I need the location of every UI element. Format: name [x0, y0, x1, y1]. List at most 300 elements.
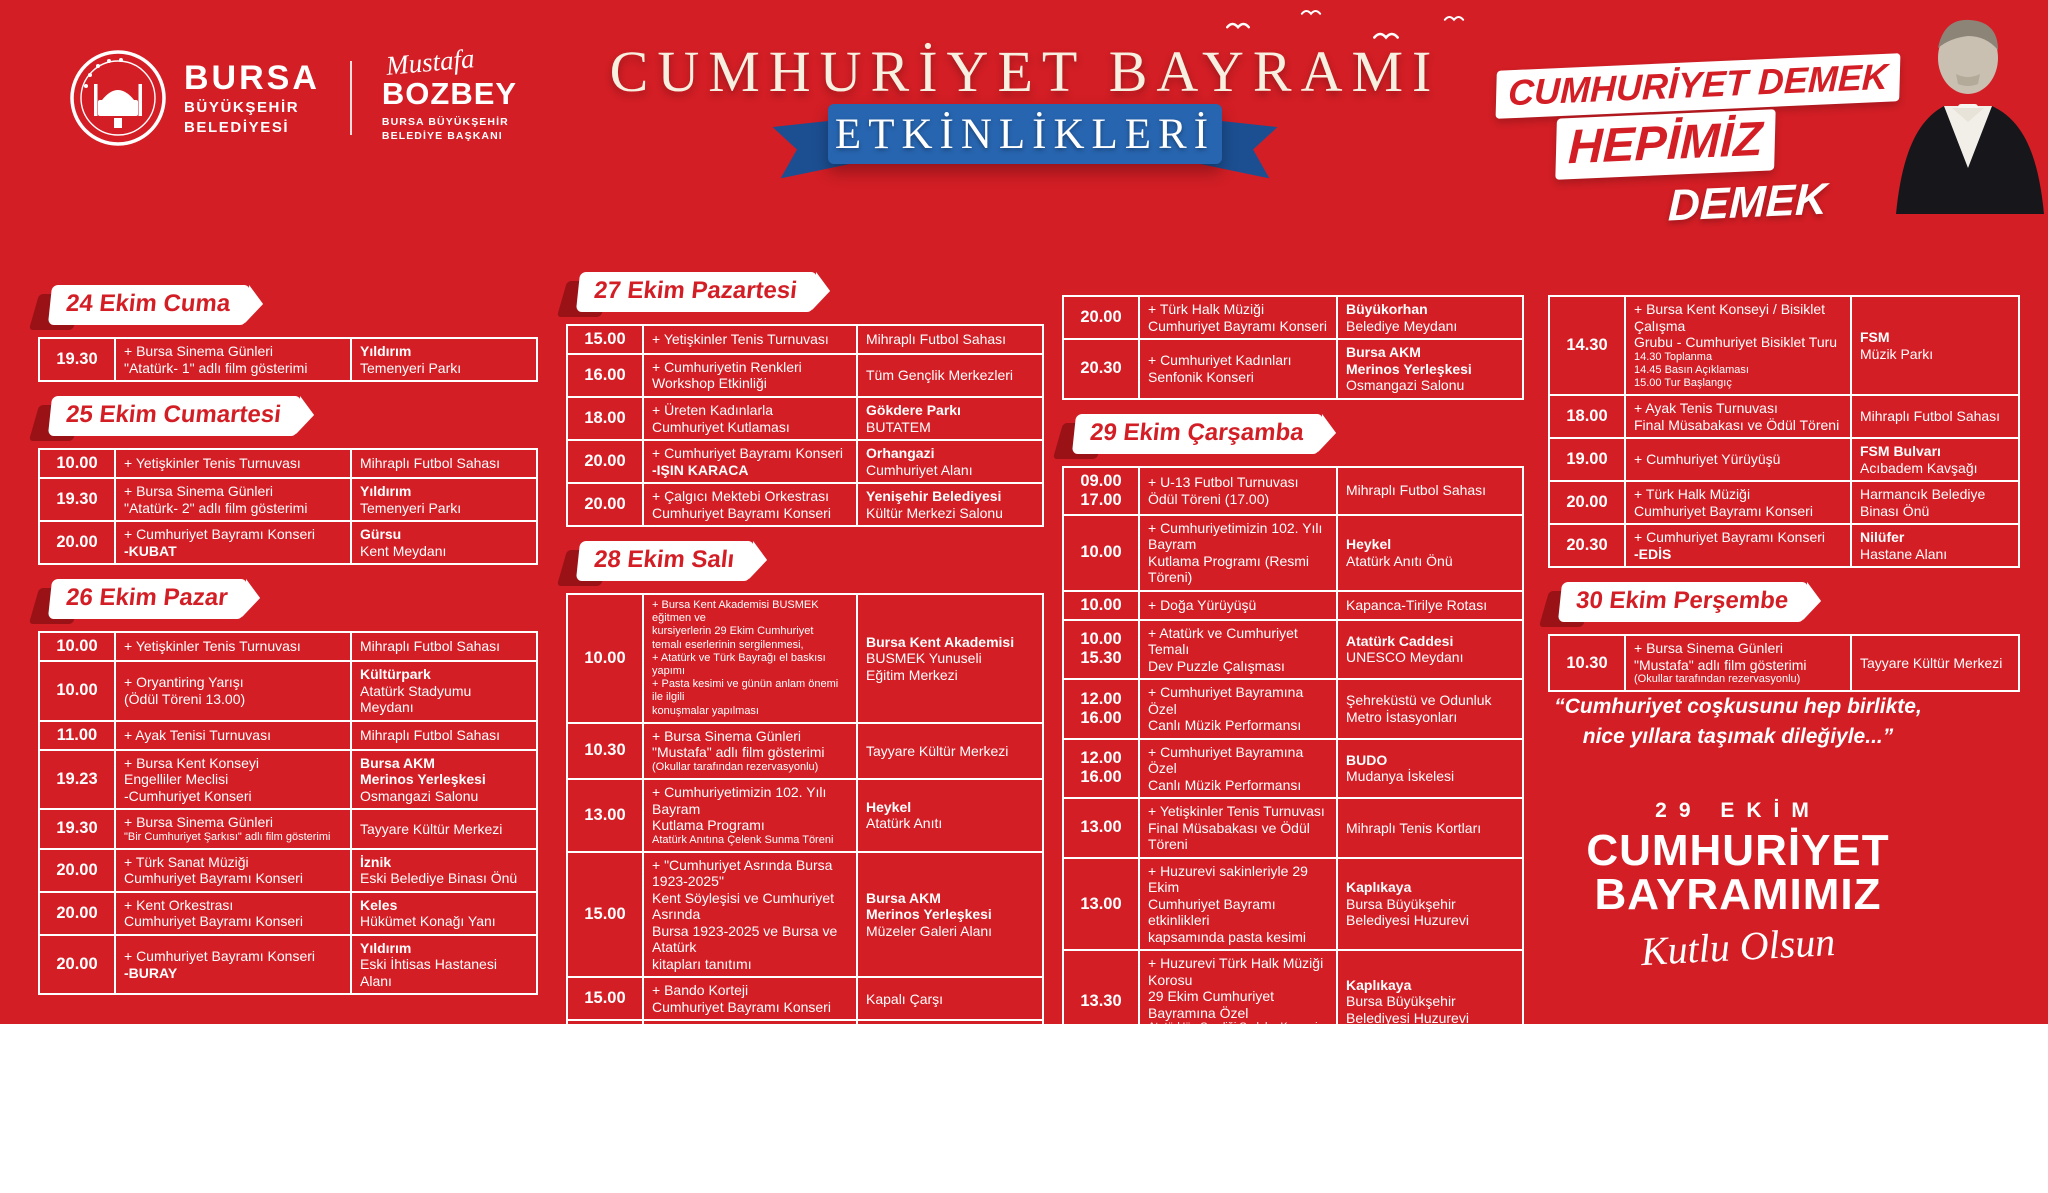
event-text-line: Cumhuriyet Bayramı etkinlikleri — [1148, 895, 1276, 929]
closing-big-line2: BAYRAMIMIZ — [1594, 870, 1882, 919]
event-location-line: Eski İhtisas Hastanesi Alanı — [360, 956, 497, 989]
event-text-line: Kutlama Programı — [652, 817, 765, 834]
day-header-bubble — [48, 396, 301, 436]
event-location — [857, 1020, 1043, 1063]
event-row — [39, 521, 537, 564]
event-time — [567, 1063, 643, 1092]
event-description — [1625, 438, 1851, 481]
event-text-line: + Huzurevi Türk Halk Müziği Korosu — [1148, 955, 1324, 988]
event-location — [857, 594, 1043, 723]
event-location — [857, 852, 1043, 978]
event-time — [39, 632, 115, 661]
event-location — [857, 1063, 1043, 1092]
event-time-value: 15.00 — [584, 1068, 626, 1087]
event-location — [1337, 739, 1523, 799]
day-section — [566, 541, 1044, 1179]
bird-icon — [1443, 12, 1465, 22]
event-row — [567, 977, 1043, 1020]
event-text-line: 15.00 Tur Başlangıç — [1634, 376, 1732, 389]
event-location-line: Temenyeri Parkı — [360, 499, 462, 516]
day-section — [1062, 414, 1524, 1163]
event-description — [1625, 395, 1851, 438]
day-title: 28 Ekim Salı — [592, 546, 736, 574]
event-text-line: (Ödül Töreni 13.00) — [124, 690, 246, 707]
event-row — [39, 750, 537, 810]
event-time — [39, 849, 115, 892]
event-time-value: 19.30 — [56, 490, 98, 509]
bird-icon — [1300, 6, 1322, 16]
event-time-value: 17.00 — [1080, 490, 1122, 509]
event-time — [1063, 296, 1139, 339]
event-location — [857, 977, 1043, 1020]
event-text-line: + Türk Sanat Müziği — [124, 853, 249, 870]
event-text-line: + Bursa Sinema Günleri — [1634, 640, 1784, 657]
event-time — [39, 892, 115, 935]
event-location-line: Temenyeri Parkı — [360, 359, 462, 376]
event-text-line: (Okullar tarafından rezervasyonlu) — [1634, 673, 1801, 686]
event-location-line: FSM Bulvarı — [1860, 443, 1941, 460]
event-text-line: + Huzurevi Sakinleriyle 29 Ekim temalı — [1148, 1057, 1311, 1091]
event-description — [1139, 950, 1337, 1052]
event-text-line: + Yetişkinler Tenis Turnuvası — [124, 455, 301, 472]
event-location — [351, 661, 537, 721]
event-time-value: 16.00 — [1080, 768, 1122, 787]
event-location-line: Mihraplı Futbol Sahası — [866, 1069, 1007, 1086]
event-time-value: 10.00 — [56, 454, 98, 473]
event-text-line: atölye çalışmaları — [1148, 1090, 1257, 1107]
event-text-line: + Rotaract Kulübü Üyelerinin Cumhuriyetin — [1148, 1107, 1327, 1140]
event-time-value: 20.00 — [56, 955, 98, 974]
day-header-bubble — [48, 285, 250, 325]
event-row — [39, 338, 537, 381]
event-time-value: 20.00 — [56, 903, 98, 922]
event-time-value: 11.00 — [56, 725, 98, 744]
event-time — [1063, 679, 1139, 739]
event-time — [1549, 481, 1625, 524]
event-time-value: 20.00 — [1080, 308, 1122, 327]
event-location-line: Yıldırım — [360, 343, 412, 359]
event-row — [1063, 339, 1523, 399]
event-text-line: + Yetişkinler Tenis Turnuvası — [652, 331, 829, 348]
event-time-value: 16.00 — [1080, 708, 1122, 727]
event-row — [39, 721, 537, 750]
event-description — [1625, 635, 1851, 691]
event-description — [1139, 858, 1337, 951]
event-location-line: Kaplıkaya — [1346, 976, 1412, 993]
event-time-value: 10.00 — [584, 648, 626, 667]
event-text-line: Cumhuriyet Bayramı Konseri — [1148, 317, 1327, 334]
event-location-line: Harmancık Belediye — [1860, 486, 1986, 503]
event-description — [115, 478, 351, 521]
event-row — [39, 632, 537, 661]
event-row — [567, 325, 1043, 354]
mayor-last-name: BOZBEY — [381, 75, 518, 111]
event-time-value: 19.30 — [56, 350, 98, 369]
event-time — [567, 440, 643, 483]
event-location-line: Kültürpark — [360, 666, 431, 683]
event-text-line: + Yetişkinler Tenis Turnuvası — [1148, 803, 1325, 820]
event-text-line: "Mustafa" adlı film gösterimi — [1634, 656, 1807, 673]
day-header — [570, 272, 1044, 314]
event-time — [1549, 395, 1625, 438]
event-time — [567, 1092, 643, 1135]
event-location-line: BUSMEK Yunuseli — [866, 650, 982, 667]
event-location-line: Bursa AKM — [866, 889, 941, 906]
event-time — [1063, 591, 1139, 620]
closing-quote-line2: nice yıllara taşımak dileğiyle...” — [1582, 725, 1894, 749]
event-location-line: Yıldırım — [360, 939, 412, 956]
event-text-line: Final Müsabakası ve Ödül Töreni — [1634, 416, 1840, 433]
event-location-line: Bursa Kent Akademisi — [866, 633, 1015, 650]
event-text-line: + Türk Halk Müziği — [1148, 301, 1265, 317]
event-text-line: + U-13 Futbol Turnuvası — [1148, 474, 1299, 491]
event-description — [643, 779, 857, 852]
event-location-line: Acıbadem Kavşağı — [1860, 459, 1978, 476]
event-time — [567, 1020, 643, 1063]
event-time — [1063, 515, 1139, 591]
event-time — [1063, 1053, 1139, 1162]
day-header-bubble — [1072, 414, 1324, 454]
event-row — [39, 661, 537, 721]
event-text-line: Cumhuriyet Bayramı Konseri — [652, 504, 831, 521]
event-text-line: + Cumhuriyet Kadınları — [1148, 352, 1292, 369]
event-text-line: Ödül Töreni (17.00) — [1148, 490, 1270, 507]
event-location — [351, 721, 537, 750]
event-location-line: Kaplıkaya — [1346, 1082, 1412, 1099]
day-section — [1548, 295, 2020, 568]
event-row — [1549, 438, 2019, 481]
event-text-line: + Atatürk ve Cumhuriyet Temalı — [1148, 624, 1298, 658]
event-time — [567, 779, 643, 852]
event-location-line: Yıldırım — [360, 483, 412, 499]
event-row — [1063, 858, 1523, 951]
brand-divider — [350, 61, 352, 135]
event-location-line: Metro İstasyonları — [1346, 708, 1458, 725]
event-text-line: -BURAY — [124, 964, 178, 981]
event-time-value: 19.30 — [56, 819, 98, 838]
event-description — [1139, 339, 1337, 399]
event-time-value: 15.00 — [584, 905, 626, 924]
schedule-column-2 — [566, 272, 1044, 1193]
event-description — [1139, 679, 1337, 739]
event-description — [115, 449, 351, 478]
event-time-value: 14.30 — [1566, 336, 1608, 355]
schedule-column-1 — [38, 285, 538, 1009]
event-text-line: Cumhuriyet Bayramı Konseri — [124, 870, 303, 887]
event-location — [1337, 296, 1523, 339]
event-text-line: -EDİS — [1634, 545, 1672, 562]
event-row — [1063, 950, 1523, 1052]
event-text-line: + Bursa Kent Konseyi / Bisiklet Çalışma — [1634, 301, 1826, 334]
event-location — [857, 325, 1043, 354]
event-description — [115, 338, 351, 381]
event-description — [643, 483, 857, 526]
event-text-line: + Bursa Sinema Günleri — [124, 814, 274, 831]
event-location-line: Şehreküstü ve Odunluk — [1346, 692, 1492, 709]
event-description — [115, 892, 351, 935]
event-description — [1139, 591, 1337, 620]
event-row — [567, 1063, 1043, 1092]
event-time — [1063, 739, 1139, 799]
event-description — [643, 594, 857, 723]
day-header — [1552, 582, 2020, 624]
day-header-bubble — [1558, 582, 1808, 622]
event-location — [1337, 467, 1523, 515]
event-location-line: Müzeler Galeri Alanı — [866, 922, 993, 939]
brand-text — [184, 61, 320, 135]
event-text-line: Atatürk'ün Sevdiği Şarkılar Konseri — [1148, 1021, 1318, 1034]
event-location-line: İznik — [360, 853, 392, 870]
event-location — [351, 892, 537, 935]
event-row — [1063, 591, 1523, 620]
event-time-value: 17.00 — [584, 1147, 626, 1166]
event-text-line: + Pasta kesimi ve günün anlam önemi ile ilgili — [652, 678, 839, 704]
event-text-line: "Bir Cumhuriyet Şarkısı" adlı film gösterimi — [124, 830, 331, 843]
closing-date: 29 EKİM — [1655, 799, 1821, 822]
event-location-line: Mudanya İskelesi — [1346, 768, 1455, 785]
event-time — [567, 1135, 643, 1178]
event-description — [115, 809, 351, 849]
event-row — [567, 1020, 1043, 1063]
event-row — [567, 779, 1043, 852]
event-location-line: Hastane Alanı — [1860, 545, 1948, 562]
event-time-value: 20.00 — [56, 533, 98, 552]
day-header — [42, 396, 538, 438]
events-table — [566, 593, 1044, 1179]
event-row — [1063, 620, 1523, 680]
event-row — [567, 397, 1043, 440]
mayor-block — [381, 43, 518, 143]
event-location-line: Bursa AKM — [360, 754, 435, 771]
event-time-value: 19.00 — [1566, 450, 1608, 469]
event-description — [643, 723, 857, 779]
event-time — [39, 809, 115, 849]
event-location-line: Merinos Yerleşkesi — [360, 771, 486, 788]
event-location-line: Mihraplı Futbol Sahası — [866, 331, 1007, 348]
event-text-line: + Üreten Kadınlarla — [652, 402, 774, 418]
event-location-line: Kapanca-Tirilye Rotası — [1346, 596, 1488, 613]
event-text-line: "Atatürk- 2" adlı film gösterimi — [124, 499, 308, 516]
day-section — [1062, 295, 1524, 400]
event-location-line: Belediyesi Huzurevi — [1346, 1115, 1469, 1132]
day-header — [42, 285, 538, 327]
event-description — [643, 1135, 857, 1178]
event-location-line: Kapalı Çarşı — [866, 990, 944, 1007]
event-location — [1851, 481, 2019, 524]
event-row — [1549, 524, 2019, 567]
event-time — [567, 397, 643, 440]
event-location-line: Mihraplı Futbol Sahası — [360, 726, 501, 743]
event-location — [1851, 296, 2019, 395]
event-time — [39, 338, 115, 381]
event-text-line: Dev Puzzle Çalışması — [1148, 657, 1285, 674]
event-row — [1063, 467, 1523, 515]
event-text-line: + Bando Korteji — [652, 982, 749, 999]
event-location-line: Osmangazi Salonu — [360, 787, 479, 804]
day-title: 26 Ekim Pazar — [64, 584, 230, 612]
event-description — [115, 521, 351, 564]
day-section — [1548, 582, 2020, 692]
event-location-line: Atatürk Caddesi — [1346, 632, 1454, 649]
closing-big-line1: CUMHURİYET — [1586, 826, 1890, 875]
event-description — [115, 661, 351, 721]
event-location-line: Bursa Büyükşehir — [1346, 1099, 1456, 1116]
event-time — [567, 483, 643, 526]
event-row — [567, 852, 1043, 978]
event-location-line: Kaplıkaya — [1346, 879, 1412, 896]
event-time — [1549, 296, 1625, 395]
event-location-line: Bursa Büyükşehir — [1346, 895, 1456, 912]
event-time-value: 13.00 — [1080, 818, 1122, 837]
day-section — [38, 396, 538, 565]
events-table — [1062, 295, 1524, 400]
event-row — [1063, 1053, 1523, 1162]
event-time-value: 20.00 — [1566, 493, 1608, 512]
brand-sub-2: BELEDİYESİ — [184, 119, 290, 136]
event-text-line: Final Müsabakası ve Ödül Töreni — [1148, 819, 1310, 853]
slogan-line2: HEPİMİZ — [1555, 109, 1775, 180]
event-location-line: Nilüfer — [1860, 529, 1905, 546]
event-text-line: (Okullar tarafından rezervasyonlu) — [652, 760, 819, 773]
ribbon-banner — [828, 104, 1222, 164]
event-location — [1337, 1053, 1523, 1162]
event-location-line: Belediyesi Huzurevi — [1346, 1009, 1469, 1026]
event-row — [567, 440, 1043, 483]
event-text-line: + Bursa Kent Akademisi BUSMEK eğitmen ve — [652, 599, 819, 625]
event-description — [643, 354, 857, 397]
event-description — [1625, 524, 1851, 567]
event-row — [39, 478, 537, 521]
event-location-line: Cumhuriyet Alanı — [866, 461, 973, 478]
event-text-line: + Ayak Tenis Turnuvası — [1634, 400, 1778, 417]
event-location — [857, 1092, 1043, 1135]
event-location — [1337, 798, 1523, 858]
schedule-column-4 — [1548, 295, 2020, 706]
event-location-line: Atatürk Caddesi — [866, 1097, 974, 1114]
event-time — [1063, 798, 1139, 858]
event-time-value: 20.30 — [1080, 359, 1122, 378]
event-location-line: Eğitim Merkezi — [866, 666, 958, 683]
event-description — [115, 935, 351, 995]
event-time-value: 15.00 — [584, 989, 626, 1008]
day-title: 27 Ekim Pazartesi — [592, 277, 799, 304]
event-location — [1851, 635, 2019, 691]
event-location — [1851, 524, 2019, 567]
event-text-line: + Ayak Tenisi Turnuvası — [124, 726, 271, 743]
event-time-value: 18.00 — [1566, 407, 1608, 426]
event-text-line: Geceleme Etkinliği — [652, 1156, 768, 1173]
event-text-line: + Bursa Sinema Günleri — [124, 483, 274, 499]
event-text-line: + Cumhuriyet Bayramı Konseri — [652, 445, 844, 462]
event-time-value: 15.30 — [1080, 649, 1122, 668]
event-time — [567, 354, 643, 397]
day-header — [42, 579, 538, 621]
event-description — [643, 1092, 857, 1135]
event-row — [567, 723, 1043, 779]
brand-block — [68, 43, 518, 148]
ataturk-photo — [1852, 0, 2048, 214]
ribbon-title: ETKİNLİKLERİ — [834, 110, 1216, 158]
event-text-line: Atatürk Anıtına Çelenk Sunma Töreni — [652, 833, 834, 846]
events-table — [1062, 466, 1524, 1163]
event-location — [351, 521, 537, 564]
event-location-line: Tayyare Kültür Merkezi — [360, 820, 503, 837]
event-text-line: Bursa 1923-2025 ve Bursa ve Atatürk — [652, 922, 838, 956]
event-location — [1337, 591, 1523, 620]
event-location-line: Belediyesi Huzurevi — [1346, 912, 1469, 929]
event-location — [1337, 339, 1523, 399]
events-table — [1548, 634, 2020, 692]
event-location-line: Atatürk Stadyumu Meydanı — [360, 682, 472, 716]
event-location-line: Büyükorhan — [1346, 301, 1428, 317]
event-description — [1139, 296, 1337, 339]
event-text-line: Canlı Müzik Performansı — [1148, 717, 1302, 734]
event-time-value: 20.00 — [56, 860, 98, 879]
event-text-line: kapsamında pasta kesimi — [1148, 928, 1306, 945]
event-location-line: Belediye Meydanı — [1346, 317, 1458, 334]
event-location — [351, 632, 537, 661]
event-text-line: + Cumhuriyetimizin 102. Yılı Bayram — [1148, 519, 1323, 553]
event-time-value: 10.00 — [1080, 630, 1122, 649]
event-location — [857, 440, 1043, 483]
event-text-line: + Huzurevi sakinleriyle 29 Ekim — [1148, 862, 1308, 896]
event-location-line: Mihraplı Futbol Sahası — [1860, 408, 2001, 425]
event-time — [567, 594, 643, 723]
event-text-line: + Oryantiring Yarışı — [124, 674, 244, 691]
bird-icon — [1372, 28, 1400, 40]
event-text-line: + Vals Gösterisi — [652, 1033, 750, 1050]
event-location — [351, 338, 537, 381]
event-location — [1851, 438, 2019, 481]
event-text-line: (Şef Kemal KAMALI) — [1148, 1034, 1250, 1047]
event-location-line: Keles — [360, 896, 398, 913]
event-location-line: Heykel — [1346, 536, 1392, 553]
event-location — [857, 483, 1043, 526]
event-time — [39, 449, 115, 478]
event-text-line: -IŞIN KARACA — [652, 461, 749, 478]
event-location-line: Merinos Yerleşkesi — [1346, 360, 1472, 377]
event-time — [39, 661, 115, 721]
event-time-value: 10.30 — [584, 741, 626, 760]
event-location-line: UNESCO Meydanı — [866, 1041, 984, 1058]
event-text-line: + Cumhuriyet Bayramı Konseri — [124, 948, 316, 965]
event-time — [1063, 950, 1139, 1052]
day-title: 25 Ekim Cumartesi — [64, 401, 283, 429]
event-row — [39, 449, 537, 478]
event-text-line: + Cumhuriyet Yürüyüşü — [1634, 451, 1781, 468]
event-time — [1063, 858, 1139, 951]
event-time-value: 20.00 — [584, 452, 626, 471]
event-text-line: temalı eserlerinin sergilenmesi, — [652, 638, 804, 651]
event-time-value: 10.00 — [1080, 595, 1122, 614]
event-text-line: + Bursa Sinema Günleri — [652, 727, 802, 744]
day-title: 30 Ekim Perşembe — [1574, 587, 1790, 615]
event-location-line: Tüm Gençlik Merkezleri — [866, 367, 1014, 384]
event-text-line: + Cumhuriyetin Renkleri — [652, 358, 802, 375]
event-time-value: 09.00 — [1080, 471, 1122, 490]
bursa-logo-emblem — [68, 48, 168, 148]
event-text-line: 29 Ekim Cumhuriyet Bayramına Özel — [1148, 988, 1275, 1021]
event-time-value: 18.00 — [584, 409, 626, 428]
event-location-line: BUDO — [1346, 751, 1388, 768]
event-time-value: 19.23 — [56, 769, 98, 788]
event-time-value: 20.30 — [1566, 536, 1608, 555]
event-time — [567, 325, 643, 354]
event-time-value: 13.30 — [1080, 992, 1122, 1011]
event-time-value: 13.00 — [584, 805, 626, 824]
event-text-line: konuşmalar yapılması — [652, 704, 759, 717]
event-time — [1549, 524, 1625, 567]
